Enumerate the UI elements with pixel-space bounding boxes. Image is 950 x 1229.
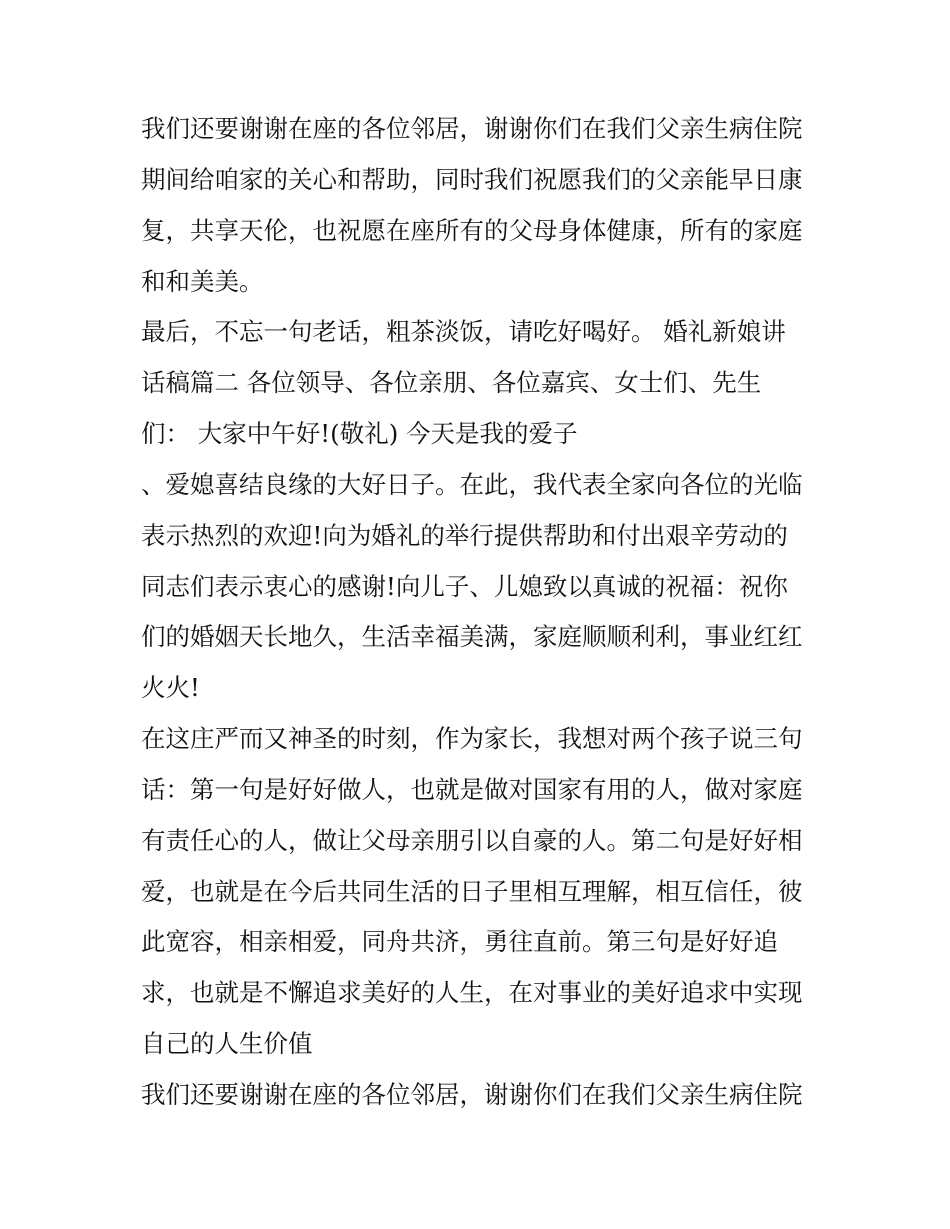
text-line: 们的婚姻天长地久，生活幸福美满，家庭顺顺利利，事业红红 [141,622,803,651]
text-line: 爱，也就是在今后共同生活的日子里相互理解，相互信任，彼 [141,877,803,906]
text-line: 同志们表示衷心的感谢!向儿子、儿媳致以真诚的祝福：祝你 [141,572,788,601]
text-line: 和和美美。 [141,267,264,296]
text-line: 有责任心的人，做让父母亲朋引以自豪的人。第二句是好好相 [141,826,803,855]
text-line: 们： 大家中午好!(敬礼) 今天是我的爱子 [141,419,578,448]
text-line: 期间给咱家的关心和帮助，同时我们祝愿我们的父亲能早日康 [141,165,803,194]
text-line: 最后，不忘一句老话，粗茶淡饭，请吃好喝好。 婚礼新娘讲 [141,317,786,346]
text-line: 话稿篇二 各位领导、各位亲朋、各位嘉宾、女士们、先生 [141,368,762,397]
text-line: 复，共享天伦，也祝愿在座所有的父母身体健康，所有的家庭 [141,216,803,245]
text-line: 我们还要谢谢在座的各位邻居，谢谢你们在我们父亲生病住院 [141,1080,803,1109]
text-line: 在这庄严而又神圣的时刻，作为家长，我想对两个孩子说三句 [141,724,803,753]
text-line: 求，也就是不懈追求美好的人生，在对事业的美好追求中实现 [141,978,803,1007]
text-line: 自己的人生价值 [141,1029,313,1058]
text-line: 话：第一句是好好做人，也就是做对国家有用的人，做对家庭 [141,775,803,804]
text-line: 火火! [141,673,200,702]
text-line: 、爱媳喜结良缘的大好日子。在此，我代表全家向各位的光临 [141,470,803,499]
text-line: 我们还要谢谢在座的各位邻居，谢谢你们在我们父亲生病住院 [141,114,803,143]
text-line: 此宽容，相亲相爱，同舟共济，勇往直前。第三句是好好追 [141,927,778,956]
text-line: 表示热烈的欢迎!向为婚礼的举行提供帮助和付出艰辛劳动的 [141,521,788,550]
